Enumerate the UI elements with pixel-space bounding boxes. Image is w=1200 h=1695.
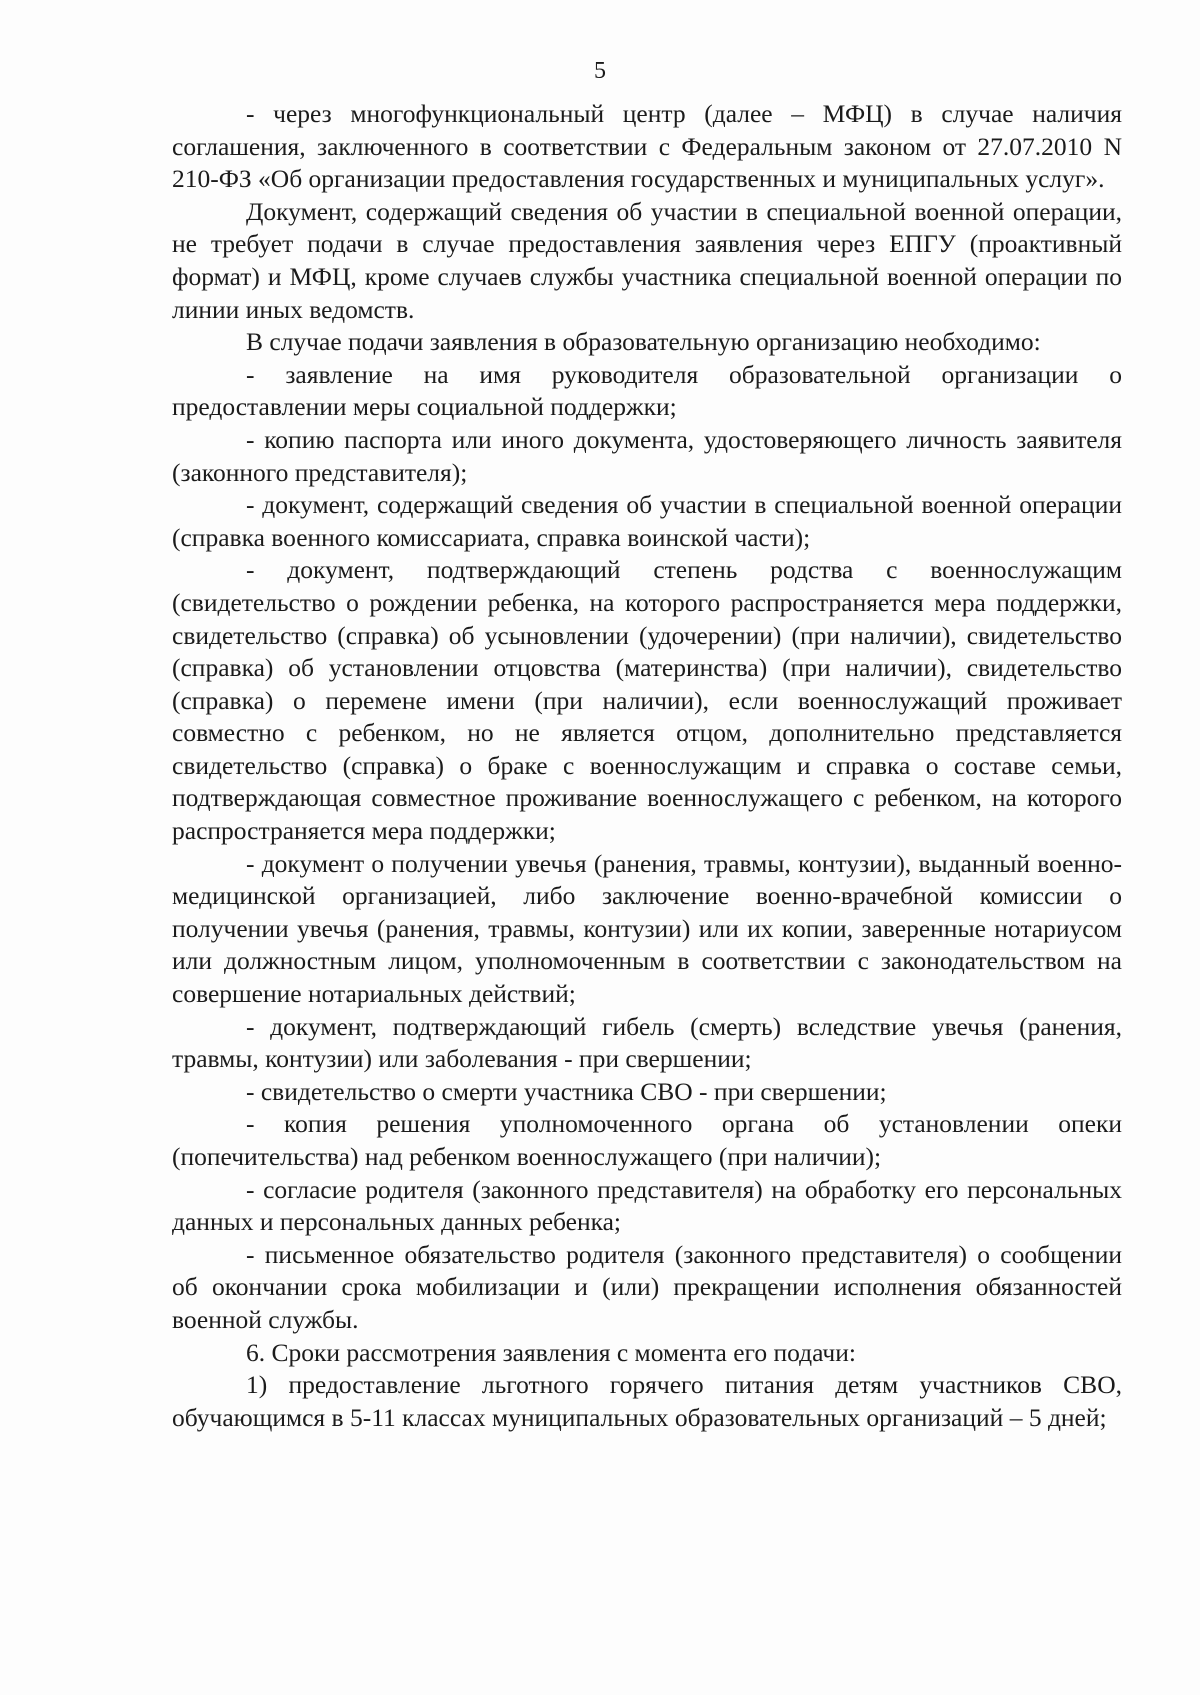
list-item-application: - заявление на имя руководителя образовательной организации о предоставлении меры социальной поддержки;	[172, 359, 1122, 422]
paragraph-mfc: - через многофункциональный центр (далее – МФЦ) в случае наличия соглашения, заключенного в соответствии с Федеральным законом от 27.07.2010 N 210-ФЗ «Об организации предоставления государственных и муниципальных услуг».	[172, 99, 1122, 194]
section-6-item-1: 1) предоставление льготного горячего питания детям участников СВО, обучающимся в 5-11 классах муниципальных образовательных организаций – 5 дней;	[172, 1370, 1122, 1432]
list-item-data-consent: - согласие родителя (законного представителя) на обработку его персональных данных и персональных данных ребенка;	[172, 1174, 1122, 1237]
document-body	[172, 98, 1122, 1434]
list-item-guardianship-decision: - копия решения уполномоченного органа об установлении опеки (попечительства) над ребенком военнослужащего (при наличии);	[172, 1109, 1122, 1171]
section-6-heading: 6. Сроки рассмотрения заявления с момента его подачи:	[246, 1337, 856, 1367]
paragraph-required-documents-intro: В случае подачи заявления в образовательную организацию необходимо:	[246, 327, 1041, 357]
page-number: 5	[594, 58, 606, 84]
list-item-death-certificate: - свидетельство о смерти участника СВО - при свершении;	[246, 1076, 887, 1106]
list-item-kinship-document: - документ, подтверждающий степень родства с военнослужащим (свидетельство о рождении ребенка, на которого распространяется мера поддержки, свидетельство (справка) об усыновлении (удочерении) (при наличии), свидетельство (справка) об установлении отцовства (материнства) (при наличии), свидетельство (справка) о перемене имени (при наличии), если военнослужащий проживает совместно с ребенком, но не является отцом, дополнительно представляется свидетельство (справка) о браке с военнослужащим и справка о составе семьи, подтверждающая совместное проживание военнослужащего с ребенком, на которого распространяется мера поддержки;	[172, 555, 1122, 846]
list-item-svo-participation-document: - документ, содержащий сведения об участии в специальной военной операции (справка военного комиссариата, справка воинской части);	[172, 490, 1122, 552]
list-item-passport-copy: - копию паспорта или иного документа, удостоверяющего личность заявителя (законного представителя);	[172, 424, 1122, 487]
list-item-injury-document: - документ о получении увечья (ранения, травмы, контузии), выданный военно-медицинской организацией, либо заключение военно-врачебной комиссии о получении увечья (ранения, травмы, контузии) или их копии, заверенные нотариусом или должностным лицом, уполномоченным в соответствии с законодательством на совершение нотариальных действий;	[172, 848, 1122, 1009]
paragraph-svo-document-note: Документ, содержащий сведения об участии в специальной военной операции, не требует подачи в случае предоставления заявления через ЕПГУ (проактивный формат) и МФЦ, кроме случаев службы участника специальной военной операции по линии иных ведомств.	[172, 196, 1122, 324]
list-item-death-confirmation: - документ, подтверждающий гибель (смерть) вследствие увечья (ранения, травмы, контузии) или заболевания - при свершении;	[172, 1011, 1122, 1074]
list-item-written-obligation: - письменное обязательство родителя (законного представителя) о сообщении об окончании срока мобилизации и (или) прекращении исполнения обязанностей военной службы.	[172, 1239, 1122, 1334]
